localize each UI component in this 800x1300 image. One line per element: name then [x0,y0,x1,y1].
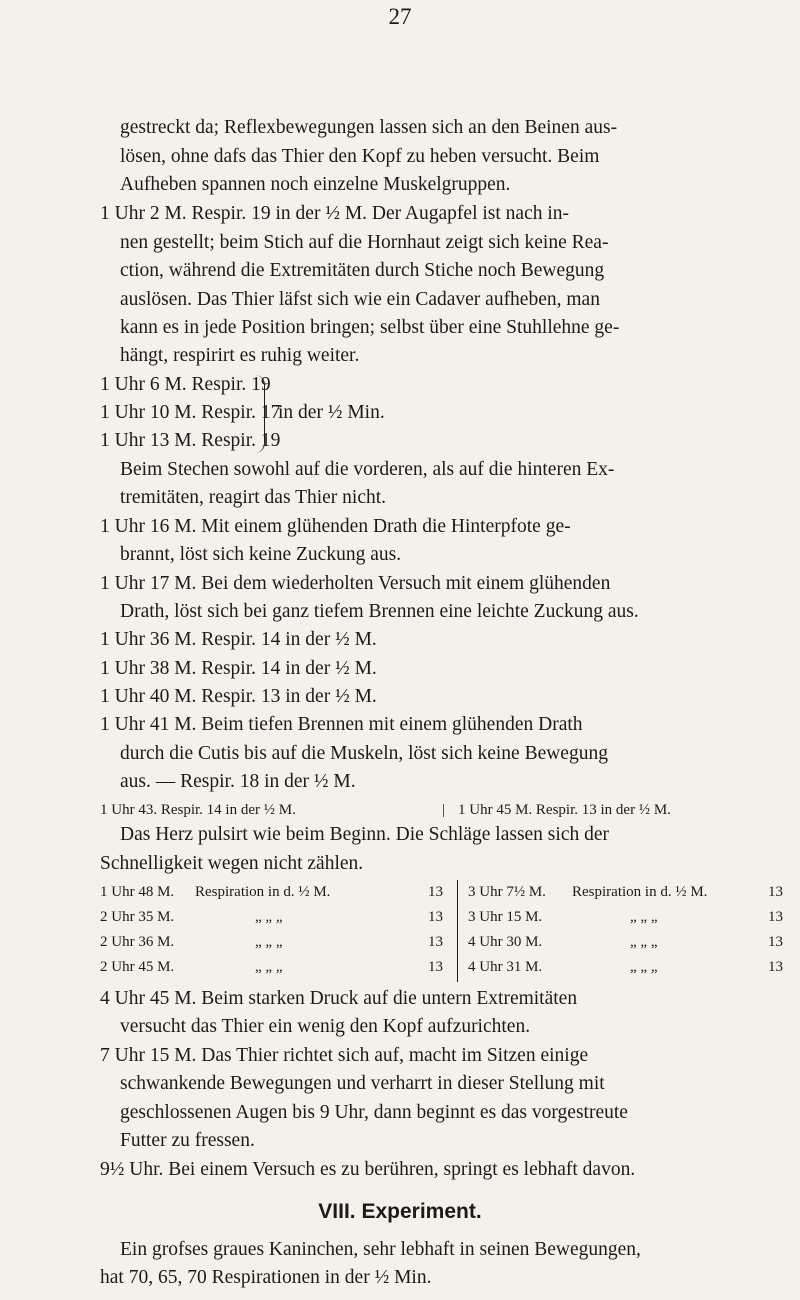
section-heading: VIII. Experiment. [318,1200,482,1223]
text-line: geschlossenen Augen bis 9 Uhr, dann beginnt es das vorgestreute [120,1102,628,1123]
text-line: lösen, ohne dafs das Thier den Kopf zu heben versucht. Beim [120,146,600,167]
text-line: 1 Uhr 17 M. Bei dem wiederholten Versuch mit einem glühenden [100,573,611,594]
text-line: Beim Stechen sowohl auf die vorderen, als auf die hinteren Ex- [120,459,615,480]
table-cell-time: 4 Uhr 30 M. [468,934,543,950]
text-line: 1 Uhr 41 M. Beim tiefen Brennen mit einem glühenden Drath [100,714,583,735]
text-line: 7 Uhr 15 M. Das Thier richtet sich auf, macht im Sitzen einige [100,1045,589,1066]
text-line: versucht das Thier ein wenig den Kopf aufzurichten. [120,1016,531,1037]
text-line: hat 70, 65, 70 Respirationen in der ½ Min. [100,1267,432,1288]
small-line-separator: | [442,802,446,818]
table-cell-value: 13 [768,909,783,925]
table-cell-label: „ „ „ [630,934,658,950]
table-cell-label: „ „ „ [255,934,283,950]
table-cell-value: 13 [768,959,783,975]
text-line: durch die Cutis bis auf die Muskeln, löst sich keine Bewegung [120,743,608,764]
table-cell-label: Respiration in d. ½ M. [572,884,708,900]
brace-line: 1 Uhr 13 M. Respir. 19 [100,430,281,451]
table-cell-value: 13 [768,884,783,900]
text-line: gestreckt da; Reflexbewegungen lassen sich an den Beinen aus- [120,117,618,138]
text-line: tremitäten, reagirt das Thier nicht. [120,487,387,508]
text-line: Das Herz pulsirt wie beim Beginn. Die Schläge lassen sich der [120,824,609,845]
table-cell-time: 2 Uhr 45 M. [100,959,175,975]
table-cell-time: 3 Uhr 15 M. [468,909,543,925]
text-line: Drath, löst sich bei ganz tiefem Brennen eine leichte Zuckung aus. [120,601,639,622]
table-cell-time: 4 Uhr 31 M. [468,959,543,975]
text-line: hängt, respirirt es ruhig weiter. [120,345,360,366]
table-cell-value: 13 [428,884,443,900]
table-cell-time: 3 Uhr 7½ M. [468,884,546,900]
table-cell-value: 13 [428,934,443,950]
text-line: aus. — Respir. 18 in der ½ M. [120,771,356,792]
table-cell-label: „ „ „ [255,959,283,975]
text-line: ction, während die Extremitäten durch Stiche noch Bewegung [120,260,605,281]
text-line: Schnelligkeit wegen nicht zählen. [100,853,364,874]
text-line: schwankende Bewegungen und verharrt in dieser Stellung mit [120,1073,605,1094]
table-divider [457,880,458,982]
brace-line: 1 Uhr 6 M. Respir. 19 [100,374,271,395]
table-cell-value: 13 [428,909,443,925]
page-number: 27 [388,4,412,29]
text-line: 1 Uhr 36 M. Respir. 14 in der ½ M. [100,629,377,650]
small-line-right: 1 Uhr 45 M. Respir. 13 in der ½ M. [458,802,671,818]
text-line: 1 Uhr 38 M. Respir. 14 in der ½ M. [100,658,377,679]
table-cell-label: „ „ „ [630,959,658,975]
small-line-left: 1 Uhr 43. Respir. 14 in der ½ M. [100,802,296,818]
text-line: Futter zu fressen. [120,1130,255,1151]
table-cell-value: 13 [768,934,783,950]
text-line: 9½ Uhr. Bei einem Versuch es zu berühren, springt es lebhaft davon. [100,1159,636,1180]
brace-mark [254,375,265,453]
text-line: nen gestellt; beim Stich auf die Hornhaut zeigt sich keine Rea- [120,232,609,253]
text-line: brannt, löst sich keine Zuckung aus. [120,544,402,565]
table-cell-time: 2 Uhr 35 M. [100,909,175,925]
table-cell-label: Respiration in d. ½ M. [195,884,331,900]
text-line: Aufheben spannen noch einzelne Muskelgruppen. [120,174,511,195]
table-cell-time: 1 Uhr 48 M. [100,884,175,900]
table-cell-label: „ „ „ [630,909,658,925]
brace-line: 1 Uhr 10 M. Respir. 17 [100,402,281,423]
text-line: 4 Uhr 45 M. Beim starken Druck auf die untern Extremitäten [100,988,578,1009]
table-cell-value: 13 [428,959,443,975]
text-line: 1 Uhr 2 M. Respir. 19 in der ½ M. Der Augapfel ist nach in- [100,203,570,224]
text-line: kann es in jede Position bringen; selbst über eine Stuhllehne ge- [120,317,620,338]
brace-label: in der ½ Min. [278,402,385,423]
table-cell-time: 2 Uhr 36 M. [100,934,175,950]
table-cell-label: „ „ „ [255,909,283,925]
text-line: Ein grofses graues Kaninchen, sehr lebhaft in seinen Bewegungen, [120,1239,641,1260]
text-line: 1 Uhr 16 M. Mit einem glühenden Drath die Hinterpfote ge- [100,516,571,537]
text-line: auslösen. Das Thier läfst sich wie ein Cadaver aufheben, man [120,289,600,310]
text-line: 1 Uhr 40 M. Respir. 13 in der ½ M. [100,686,377,707]
